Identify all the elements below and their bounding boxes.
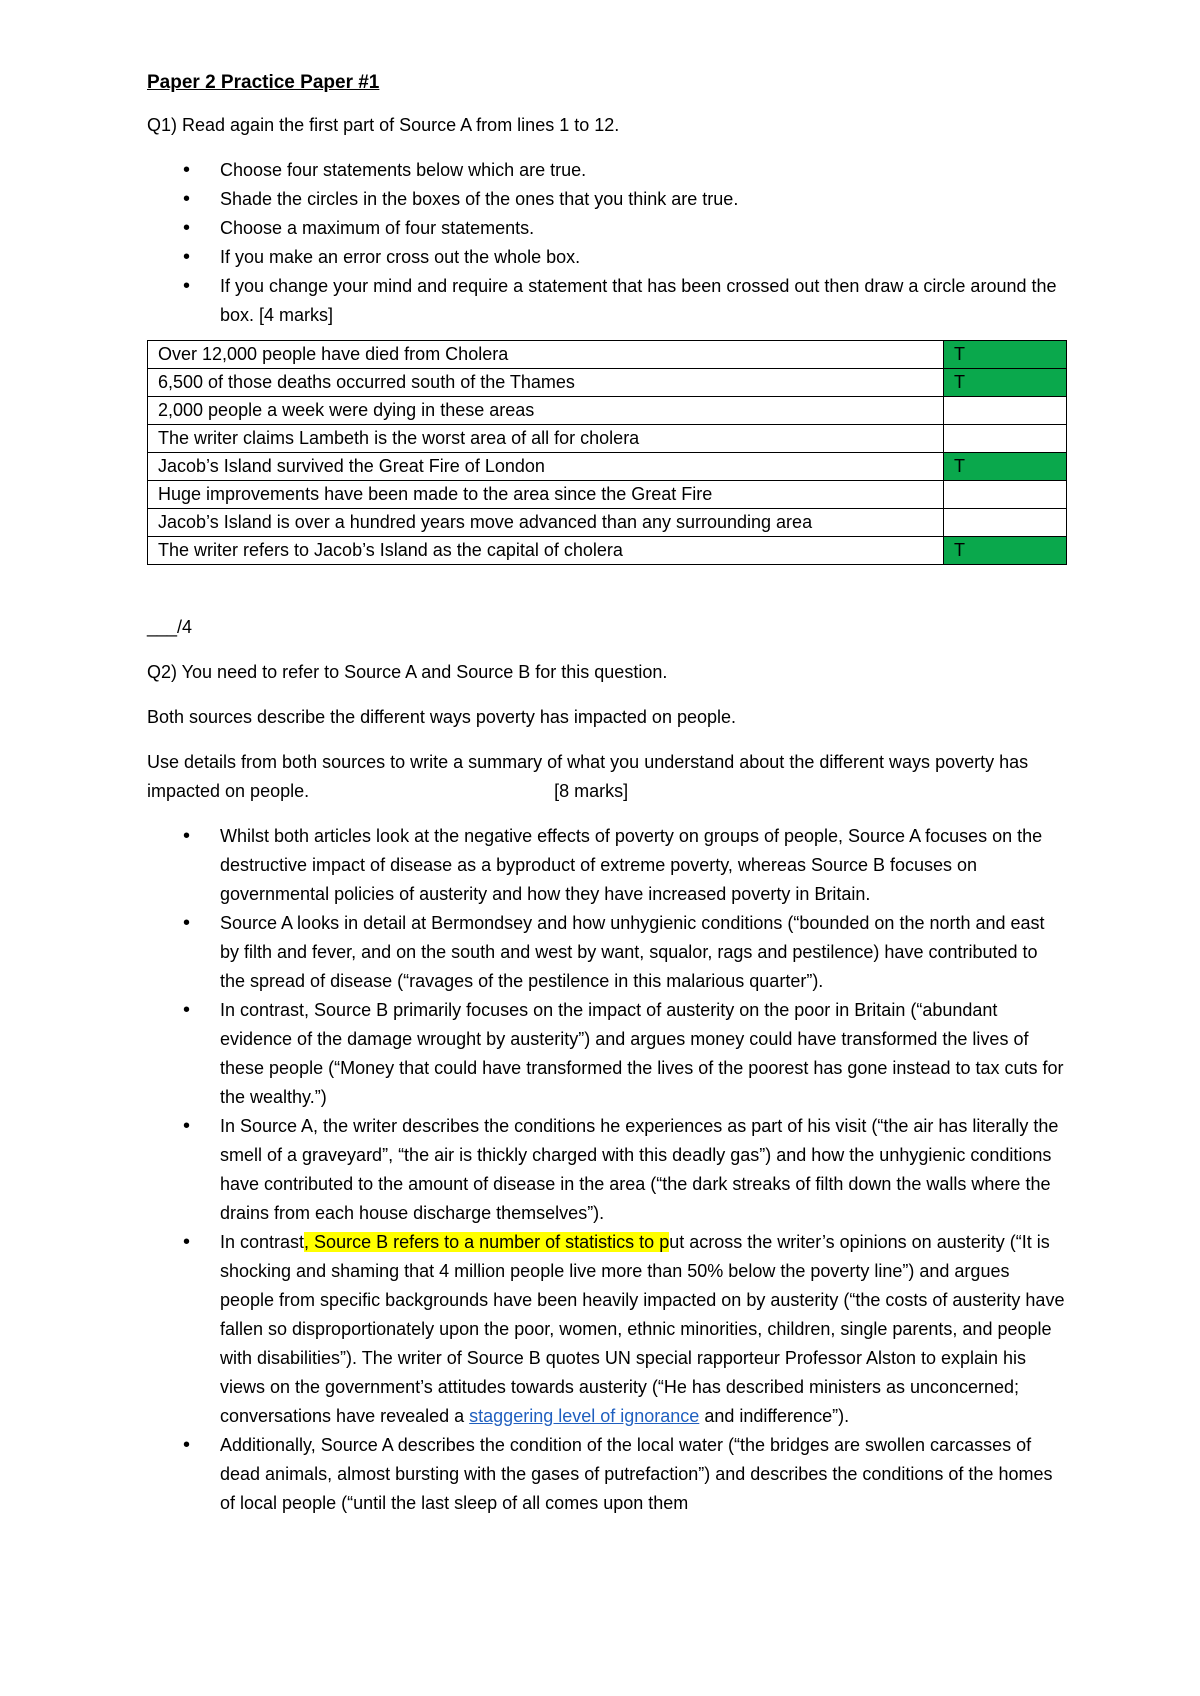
point-text: and indifference”). [699, 1406, 850, 1426]
table-row [148, 537, 1067, 565]
statement-cell: Jacob’s Island survived the Great Fire of London [148, 453, 944, 481]
paper-title: Paper 2 Practice Paper #1 [147, 72, 380, 93]
statement-cell: Jacob’s Island is over a hundred years move advanced than any surrounding area [148, 509, 944, 537]
answer-cell[interactable] [944, 481, 1067, 509]
point-text: ut across the writer’s opinions on austerity (“It is shocking and shaming that 4 million people live more than 50% below the poverty line”) and argues people from specific backgrounds have been heavily impacted on by austerity (“the costs of austerity have fallen so disproportionately upon the poor, women, ethnic minorities, children, single parents, and people with disabilities”). The writer of Source B quotes UN special rapporteur Professor Alston to explain his views on the government’s attitudes towards austerity (“He has described ministers as unconcerned; conversations have revealed a [220, 1232, 1065, 1426]
table-row [148, 509, 1067, 537]
point-text: In contrast [220, 1232, 305, 1252]
q1-statements-table [147, 340, 1067, 565]
table-row [148, 481, 1067, 509]
statement-cell: The writer claims Lambeth is the worst area of all for cholera [148, 425, 944, 453]
q2-prompt: Q2) You need to refer to Source A and Source B for this question. [147, 662, 668, 682]
answer-point: • In contrast, Source B primarily focuses on the impact of austerity on the poor in Britain (“abundant evidence of the damage wrought by austerity”) and argues money could have transformed the lives of these people (“Money that could have transformed the lives of the poorest has gone instead to tax cuts for the wealthy.”) [147, 996, 1067, 1112]
answer-cell[interactable]: T [944, 453, 1067, 481]
answer-point: • Source A looks in detail at Bermondsey and how unhygienic conditions (“bounded on the north and east by filth and fever, and on the south and west by want, squalor, rags and pestilence) have contributed to the spread of disease (“ravages of the pestilence in this malarious quarter”). [147, 909, 1067, 996]
instruction-item: • Choose four statements below which are true. [147, 156, 1067, 185]
answer-point: • Additionally, Source A describes the condition of the local water (“the bridges are swollen carcasses of dead animals, almost bursting with the gases of putrefaction”) and describes the conditions of the homes of local people (“until the last sleep of all comes upon them [147, 1431, 1067, 1518]
answer-point: • Whilst both articles look at the negative effects of poverty on groups of people, Source A focuses on the destructive impact of disease as a byproduct of extreme poverty, whereas Source B focuses on governmental policies of austerity and how they have increased poverty in Britain. [147, 822, 1067, 909]
q1-score: ___/4 [147, 617, 193, 637]
instruction-item: • Choose a maximum of four statements. [147, 214, 1067, 243]
document-content [147, 68, 1067, 1528]
statement-cell: 6,500 of those deaths occurred south of the Thames [148, 369, 944, 397]
q1-instructions [147, 156, 1067, 330]
answer-point: • In Source A, the writer describes the conditions he experiences as part of his visit (“the air has literally the smell of a graveyard”, “the air is thickly charged with this deadly gas”) and how the unhygienic conditions have contributed to the amount of disease in the area (“the dark streaks of filth down the walls where the drains from each house discharge themselves”). [147, 1112, 1067, 1228]
answer-point [147, 1228, 1067, 1431]
statement-cell: The writer refers to Jacob’s Island as the capital of cholera [148, 537, 944, 565]
q2-marks: [8 marks] [554, 781, 629, 801]
table-row [148, 425, 1067, 453]
q2-answer-points [147, 822, 1067, 1518]
table-row [148, 453, 1067, 481]
statement-cell: Over 12,000 people have died from Cholera [148, 341, 944, 369]
hyperlink-staggering-level[interactable]: staggering level of ignorance [469, 1406, 700, 1426]
statement-cell: Huge improvements have been made to the area since the Great Fire [148, 481, 944, 509]
answer-cell[interactable] [944, 509, 1067, 537]
answer-cell[interactable]: T [944, 537, 1067, 565]
q2-context: Both sources describe the different ways poverty has impacted on people. [147, 707, 737, 727]
instruction-item: • Shade the circles in the boxes of the ones that you think are true. [147, 185, 1067, 214]
q2-task-text: Use details from both sources to write a summary of what you understand about the different ways poverty has impacted on people. [147, 752, 1029, 801]
table-row [148, 369, 1067, 397]
q1-prompt: Q1) Read again the first part of Source A from lines 1 to 12. [147, 115, 620, 135]
table-row [148, 341, 1067, 369]
answer-cell[interactable]: T [944, 341, 1067, 369]
instruction-item: • If you make an error cross out the whole box. [147, 243, 1067, 272]
answer-cell[interactable] [944, 425, 1067, 453]
statement-cell: 2,000 people a week were dying in these areas [148, 397, 944, 425]
answer-cell[interactable]: T [944, 369, 1067, 397]
highlighted-text: , Source B refers to a number of statistics to p [304, 1232, 670, 1252]
table-row [148, 397, 1067, 425]
q2-task [147, 748, 1067, 806]
instruction-item: • If you change your mind and require a statement that has been crossed out then draw a circle around the box. [4 marks] [147, 272, 1067, 330]
answer-cell[interactable] [944, 397, 1067, 425]
